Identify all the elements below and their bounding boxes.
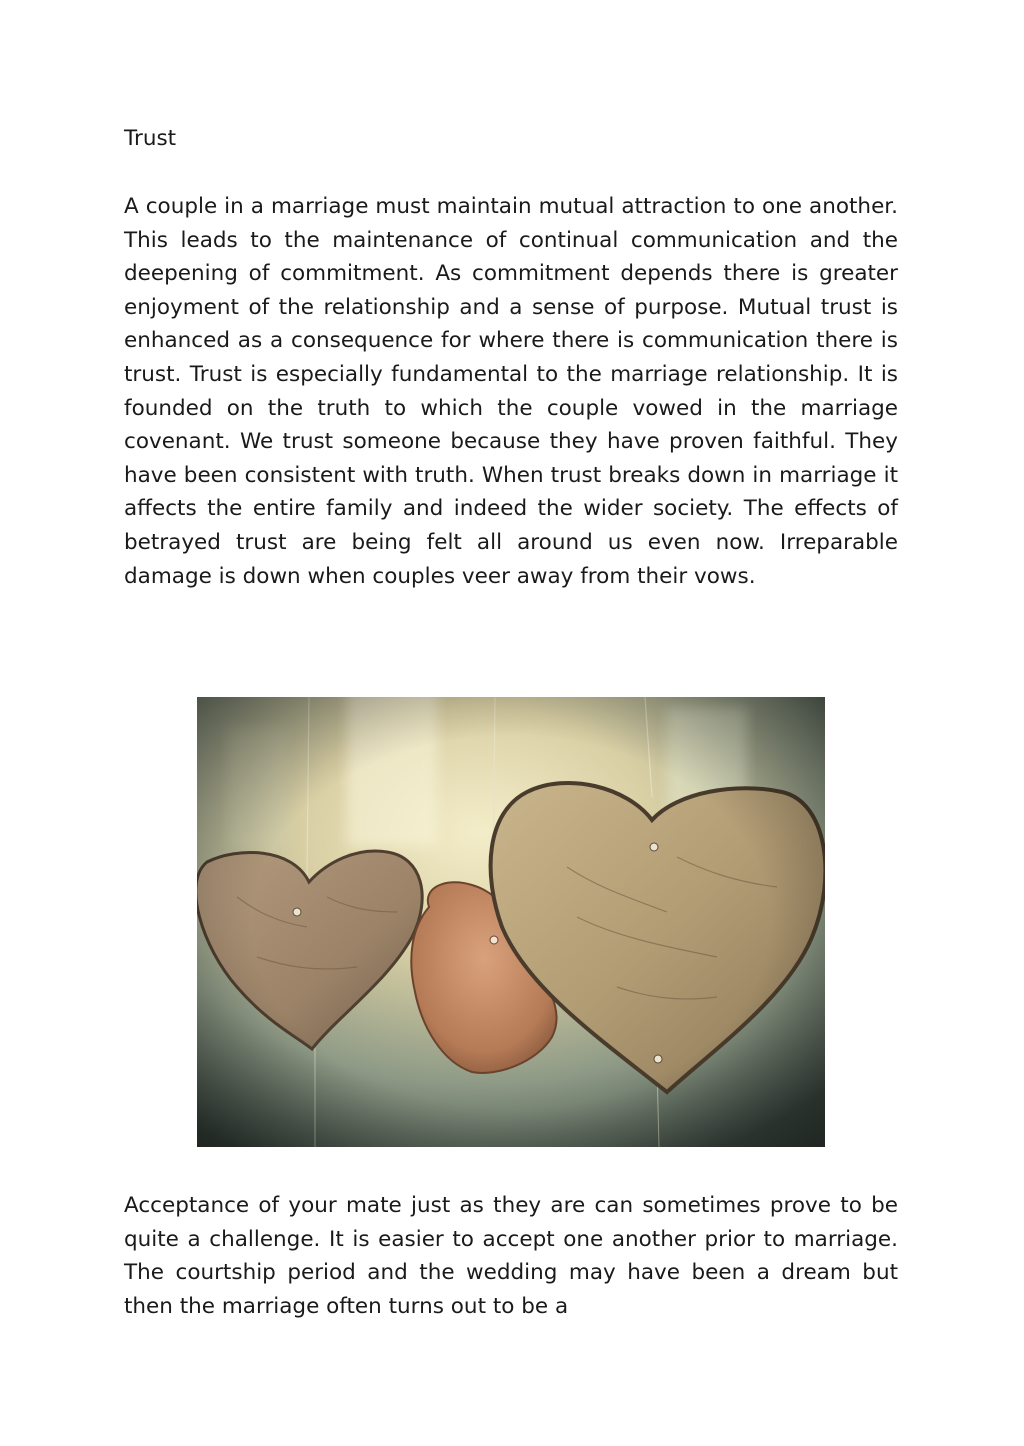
hanging-hearts-photo: [197, 697, 825, 1147]
paragraph-trust: A couple in a marriage must maintain mutual attraction to one another. This leads to the maintenance of continual communication and the deepening of commitment. As commitment depends there is greater enjoyment of the relationship and a sense of purpose. Mutual trust is enhanced as a consequence for where there is communication there is trust. Trust is especially fundamental to the marriage relationship. It is founded on the truth to which the couple vowed in the marriage covenant. We trust someone because they have proven faithful. They have been consistent with truth. When trust breaks down in marriage it affects the entire family and indeed the wider society. The effects of betrayed trust are being felt all around us even now. Irreparable damage is down when couples veer away from their vows.: [124, 194, 898, 589]
paragraph-acceptance: Acceptance of your mate just as they are can sometimes prove to be quite a challenge. It is easier to accept one another prior to marriage. The courtship period and the wedding may have been a dream but then the marriage often turns out to be a: [124, 1193, 898, 1319]
section-heading: Trust: [124, 126, 177, 151]
